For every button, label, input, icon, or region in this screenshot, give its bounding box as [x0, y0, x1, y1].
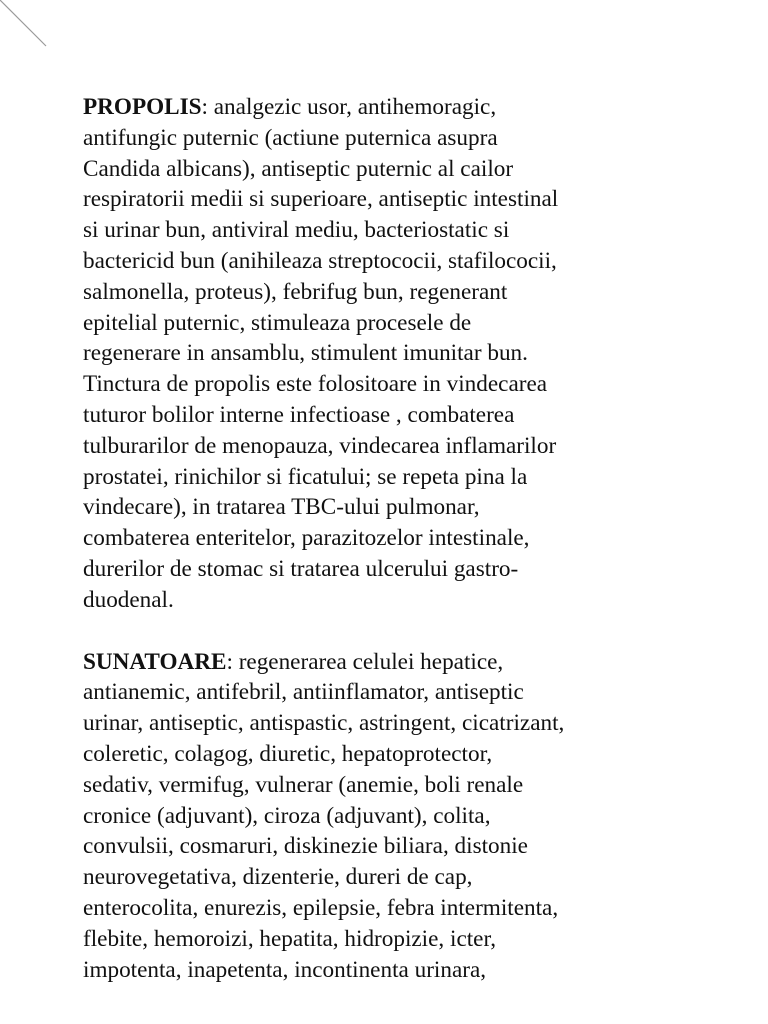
text-line: epitelial puternic, stimuleaza procesele de — [83, 309, 472, 336]
term-heading: PROPOLIS — [83, 94, 202, 120]
text-line: tulburarilor de menopauza, vindecarea inflamarilor — [83, 432, 557, 459]
term-heading: SUNATOARE — [83, 648, 227, 675]
text-line: Candida albicans), antiseptic puternic al cailor — [83, 155, 514, 182]
text-line: cronice (adjuvant), ciroza (adjuvant), colita, — [83, 802, 491, 829]
text-line: vindecare), in tratarea TBC-ului pulmonar, — [83, 494, 480, 521]
text-line: Tinctura de propolis este folositoare in vindecarea — [83, 371, 548, 398]
text-line: si urinar bun, antiviral mediu, bacteriostatic si — [83, 217, 510, 244]
sunatoare-paragraph — [83, 647, 683, 986]
text-line — [83, 92, 683, 123]
text-line: neurovegetativa, dizenterie, dureri de cap, — [83, 864, 473, 891]
text-line: sedativ, vermifug, vulnerar (anemie, boli renale — [83, 771, 524, 798]
text-line: tuturor bolilor interne infectioase , combaterea — [83, 401, 515, 428]
line-text: : analgezic usor, antihemoragic, — [201, 94, 497, 120]
text-line: convulsii, cosmaruri, diskinezie biliara, distonie — [83, 833, 528, 860]
text-line: durerilor de stomac si tratarea ulcerului gastro- — [83, 555, 519, 582]
text-line: antifungic puternic (actiune puternica asupra — [83, 124, 498, 151]
text-line: respiratorii medii si superioare, antiseptic intestinal — [83, 186, 559, 213]
text-line: coleretic, colagog, diuretic, hepatoprotector, — [83, 740, 493, 767]
propolis-paragraph — [83, 92, 683, 616]
text-line: combaterea enteritelor, parazitozelor intestinale, — [83, 525, 530, 552]
text-line: urinar, antiseptic, antispastic, astringent, cicatrizant, — [83, 710, 565, 737]
text-line: regenerare in ansamblu, stimulent imunitar bun. — [83, 340, 528, 367]
text-line: impotenta, inapetenta, incontinenta urinara, — [83, 956, 487, 983]
text-line: bactericid bun (anihileaza streptococii, stafilococii, — [83, 247, 557, 274]
text-line: salmonella, proteus), febrifug bun, regenerant — [83, 278, 508, 305]
text-line: enterocolita, enurezis, epilepsie, febra intermitenta, — [83, 894, 559, 921]
document-body — [83, 92, 683, 1016]
text-line: antianemic, antifebril, antiinflamator, antiseptic — [83, 679, 524, 706]
text-line — [83, 647, 683, 678]
line-text: : regenerarea celulei hepatice, — [226, 648, 504, 675]
text-line: prostatei, rinichilor si ficatului; se repeta pina la — [83, 463, 528, 490]
text-line: duodenal. — [83, 586, 174, 613]
page-corner-fold — [0, 0, 60, 60]
text-line: flebite, hemoroizi, hepatita, hidropizie, icter, — [83, 925, 497, 952]
